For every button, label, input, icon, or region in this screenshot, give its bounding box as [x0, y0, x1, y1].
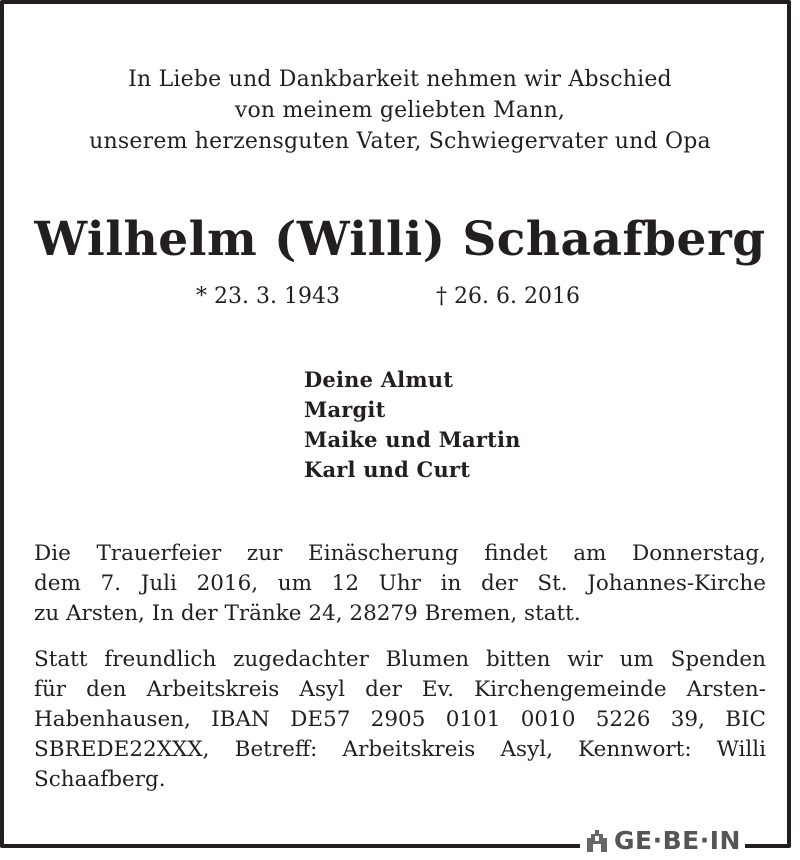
birth-date: * 23. 3. 1943 [196, 284, 340, 309]
donation-line: Statt freundlich zugedachter Blumen bitten wir um Spenden [34, 647, 766, 672]
intro-text [0, 64, 800, 157]
intro-line-3: unserem herzensguten Vater, Schwiegervater und Opa [89, 129, 711, 154]
donation-line: für den Arbeitskreis Asyl der Ev. Kirchengemeinde Arsten- [34, 677, 766, 702]
donation-line: Habenhausen, IBAN DE57 2905 0101 0010 5226 39, BIC [34, 707, 766, 732]
ceremony-line: zu Arsten, In der Tränke 24, 28279 Bremen, statt. [34, 601, 581, 626]
death-date: † 26. 6. 2016 [436, 284, 580, 309]
donation-line: Schaafberg. [34, 767, 166, 792]
mourner-item: Deine Almut [304, 367, 454, 392]
mourner-item: Karl und Curt [304, 457, 471, 482]
gebein-logo-text: GE·BE·IN [614, 826, 741, 855]
gebein-logo-icon [584, 828, 610, 854]
donation-line: SBREDE22XXX, Betreff: Arbeitskreis Asyl, Kennwort: Willi [34, 737, 766, 762]
deceased-name: Wilhelm (Willi) Schaafberg [34, 212, 766, 267]
mourners-list [304, 365, 521, 485]
ceremony-line: dem 7. Juli 2016, um 12 Uhr in der St. Johannes-Kirche [34, 571, 766, 596]
mourner-item: Margit [304, 397, 386, 422]
ceremony-line: Die Trauerfeier zur Einäscherung findet am Donnerstag, [34, 541, 766, 566]
intro-line-1: In Liebe und Dankbarkeit nehmen wir Abschied [128, 67, 672, 92]
intro-line-2: von meinem geliebten Mann, [234, 98, 566, 123]
ceremony-paragraph [34, 539, 766, 629]
mourner-item: Maike und Martin [304, 427, 521, 452]
donation-paragraph [34, 645, 766, 795]
gebein-logo [580, 826, 745, 856]
